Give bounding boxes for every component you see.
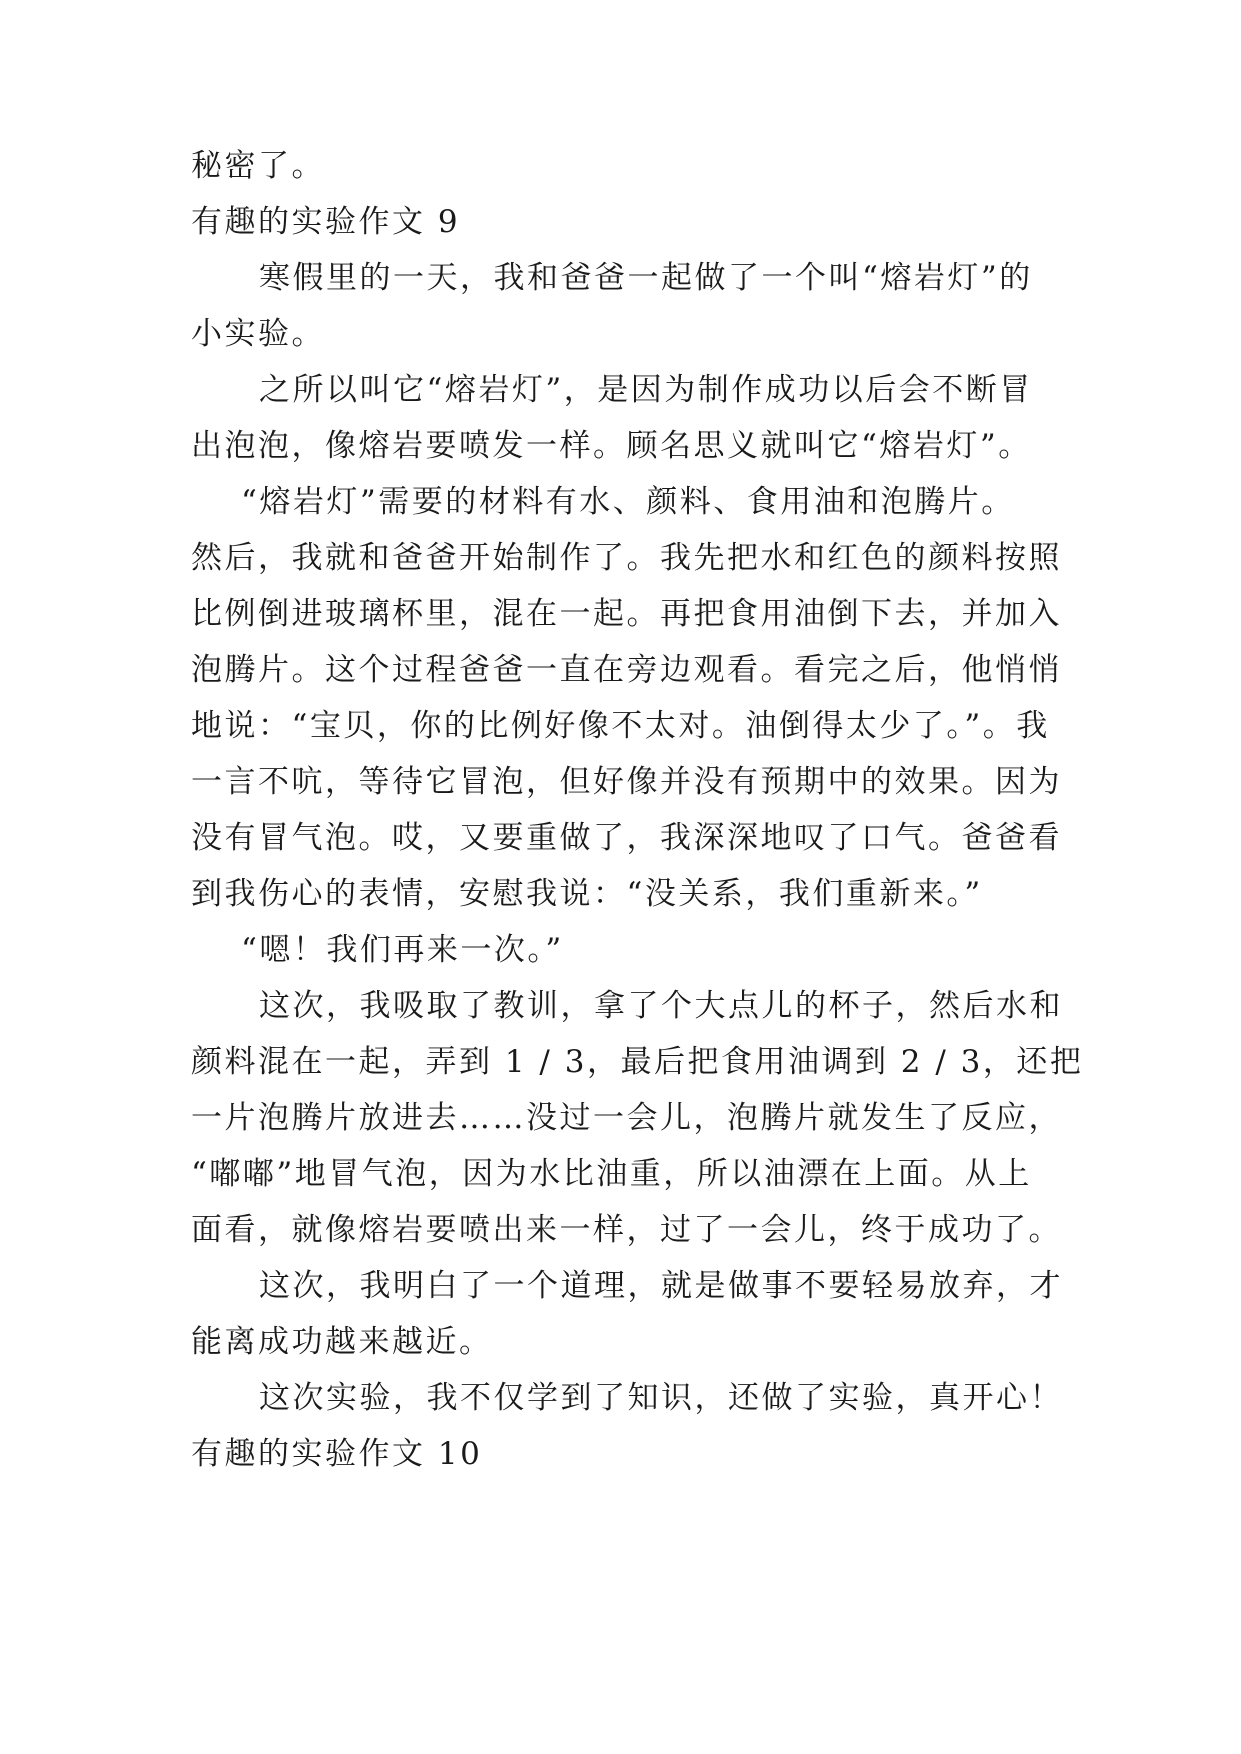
text-line: 寒假里的一天，我和爸爸一起做了一个叫“熔岩灯”的 — [259, 260, 1033, 296]
text-line: 面看，就像熔岩要喷出来一样，过了一会儿，终于成功了。 — [191, 1212, 1062, 1248]
text-line: 秘密了。 — [191, 148, 325, 184]
text-line: 地说：“宝贝，你的比例好像不太对。油倒得太少了。”。我 — [191, 708, 1050, 744]
text-line: 到我伤心的表情，安慰我说：“没关系，我们重新来。” — [191, 876, 983, 912]
text-line: 之所以叫它“熔岩灯”，是因为制作成功以后会不断冒 — [259, 372, 1033, 408]
text-line: 没有冒气泡。哎，又要重做了，我深深地叹了口气。爸爸看 — [191, 820, 1062, 856]
text-line: “熔岩灯”需要的材料有水、颜料、食用油和泡腾片。 — [241, 484, 1015, 520]
text-line: 然后，我就和爸爸开始制作了。我先把水和红色的颜料按照 — [191, 540, 1062, 576]
text-line: 这次，我吸取了教训，拿了个大点儿的杯子，然后水和 — [259, 988, 1063, 1024]
section-title: 有趣的实验作文 9 — [191, 204, 461, 240]
text-line: 颜料混在一起，弄到 1 / 3，最后把食用油调到 2 / 3，还把 — [191, 1044, 1084, 1080]
text-line: 泡腾片。这个过程爸爸一直在旁边观看。看完之后，他悄悄 — [191, 652, 1062, 688]
text-line: “嗯！我们再来一次。” — [241, 932, 564, 968]
text-line: 比例倒进玻璃杯里，混在一起。再把食用油倒下去，并加入 — [191, 596, 1062, 632]
text-line: 一言不吭，等待它冒泡，但好像并没有预期中的效果。因为 — [191, 764, 1062, 800]
text-line: “嘟嘟”地冒气泡，因为水比油重，所以油漂在上面。从上 — [191, 1156, 1032, 1192]
text-line: 能离成功越来越近。 — [191, 1324, 493, 1360]
text-line: 出泡泡，像熔岩要喷发一样。顾名思义就叫它“熔岩灯”。 — [191, 428, 1032, 464]
text-line: 这次，我明白了一个道理，就是做事不要轻易放弃，才 — [259, 1268, 1063, 1304]
text-line: 小实验。 — [191, 316, 325, 352]
text-line: 一片泡腾片放进去……没过一会儿，泡腾片就发生了反应， — [191, 1100, 1062, 1136]
section-title: 有趣的实验作文 10 — [191, 1436, 483, 1472]
text-line: 这次实验，我不仅学到了知识，还做了实验，真开心！ — [259, 1380, 1063, 1416]
